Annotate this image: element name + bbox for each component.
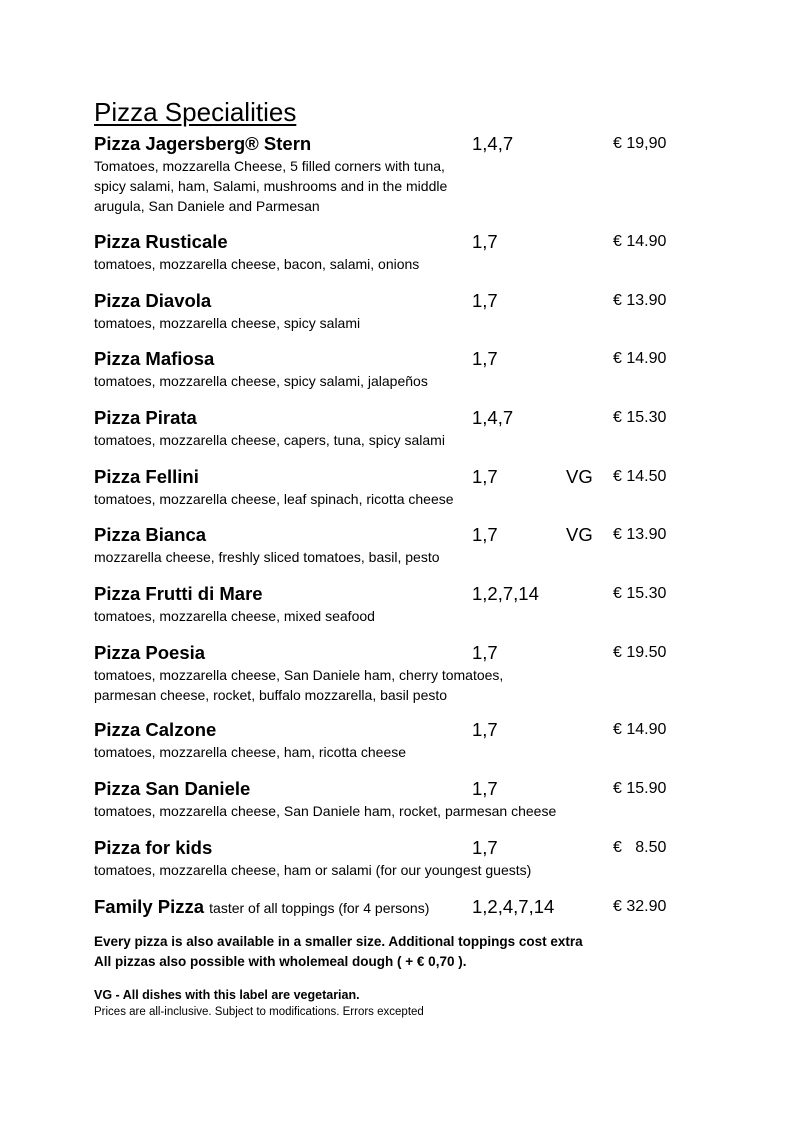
menu-item (94, 289, 734, 333)
vegetarian-badge: VG (566, 524, 593, 545)
item-allergens: 1,4,7 (472, 133, 514, 154)
menu-item (94, 836, 734, 880)
menu-item (94, 406, 734, 450)
item-description: tomatoes, mozzarella cheese, ham or salami (for our youngest guests) (94, 862, 532, 878)
item-description-line-2: parmesan cheese, rocket, buffalo mozzarella, basil pesto (94, 687, 448, 703)
item-name: Pizza Bianca (94, 524, 207, 545)
item-description: tomatoes, mozzarella cheese, spicy salami (94, 315, 361, 331)
menu-item (94, 582, 734, 626)
item-price: € 19,90 (613, 135, 667, 152)
note-line: Every pizza is also available in a smaller size. Additional toppings cost extra (94, 934, 583, 949)
item-price: € 32.90 (613, 898, 667, 915)
item-description: tomatoes, mozzarella cheese, San Daniele ham, cherry tomatoes, (94, 667, 504, 683)
item-name: Pizza Mafiosa (94, 348, 215, 369)
item-description: mozzarella cheese, freshly sliced tomatoes, basil, pesto (94, 549, 440, 565)
item-allergens: 1,2,7,14 (472, 583, 539, 604)
item-name: Pizza Fellini (94, 466, 199, 487)
item-name: Pizza Calzone (94, 719, 217, 740)
menu-item (94, 465, 734, 509)
item-price: € 14.50 (613, 468, 667, 485)
vegetarian-legend: VG - All dishes with this label are vegetarian. (94, 988, 360, 1002)
note-line: All pizzas also possible with wholemeal dough ( + € 0,70 ). (94, 954, 467, 969)
item-allergens: 1,7 (472, 466, 498, 487)
item-price: € 19.50 (613, 644, 667, 661)
item-name: Pizza Poesia (94, 642, 206, 663)
item-name: Pizza Pirata (94, 407, 197, 428)
disclaimer: Prices are all-inclusive. Subject to modifications. Errors excepted (94, 1006, 424, 1018)
menu-item (94, 347, 734, 391)
item-allergens: 1,7 (472, 231, 498, 252)
menu-item (94, 523, 734, 567)
item-name-text: Family Pizza (94, 896, 205, 917)
item-name: Pizza San Daniele (94, 778, 251, 799)
menu-notes (94, 932, 583, 972)
menu-item (94, 895, 734, 919)
item-price: € 15.30 (613, 585, 667, 602)
item-allergens: 1,7 (472, 778, 498, 799)
item-price: € 15.90 (613, 780, 667, 797)
menu-item (94, 230, 734, 274)
item-price: € 13.90 (613, 526, 667, 543)
item-description: tomatoes, mozzarella cheese, ham, ricotta cheese (94, 744, 407, 760)
item-name: Pizza for kids (94, 837, 213, 858)
item-allergens: 1,7 (472, 524, 498, 545)
item-allergens: 1,7 (472, 719, 498, 740)
item-name: Pizza Frutti di Mare (94, 583, 263, 604)
item-allergens: 1,2,4,7,14 (472, 896, 555, 917)
item-name: Pizza Jagersberg® Stern (94, 133, 312, 154)
item-description: tomatoes, mozzarella cheese, mixed seafood (94, 608, 375, 624)
vegetarian-badge: VG (566, 466, 593, 487)
item-price: € 15.30 (613, 409, 667, 426)
menu-item (94, 718, 734, 762)
item-name: Pizza Diavola (94, 290, 212, 311)
menu-item (94, 641, 734, 705)
item-price: € 14.90 (613, 721, 667, 738)
item-allergens: 1,7 (472, 837, 498, 858)
item-description: tomatoes, mozzarella cheese, bacon, salami, onions (94, 256, 420, 272)
item-price: € 8.50 (613, 839, 667, 856)
page-title: Pizza Specialities (94, 97, 297, 127)
menu-item (94, 777, 734, 821)
item-allergens: 1,7 (472, 290, 498, 311)
item-description: tomatoes, mozzarella cheese, leaf spinach, ricotta cheese (94, 491, 454, 507)
item-name (94, 895, 429, 920)
item-price: € 14.90 (613, 350, 667, 367)
item-name: Pizza Rusticale (94, 231, 228, 252)
item-description: Tomatoes, mozzarella Cheese, 5 filled corners with tuna, spicy salami, ham, Salami, mushrooms and in the middle arugula, San Daniele and Parmesan (94, 158, 448, 214)
item-allergens: 1,7 (472, 642, 498, 663)
item-price: € 13.90 (613, 292, 667, 309)
item-description: tomatoes, mozzarella cheese, spicy salami, jalapeños (94, 373, 428, 389)
menu-item (94, 132, 734, 216)
item-description: tomatoes, mozzarella cheese, capers, tuna, spicy salami (94, 432, 445, 448)
item-allergens: 1,4,7 (472, 407, 514, 428)
item-note: taster of all toppings (for 4 persons) (209, 900, 430, 916)
item-price: € 14.90 (613, 233, 667, 250)
item-allergens: 1,7 (472, 348, 498, 369)
item-description: tomatoes, mozzarella cheese, San Daniele ham, rocket, parmesan cheese (94, 803, 557, 819)
